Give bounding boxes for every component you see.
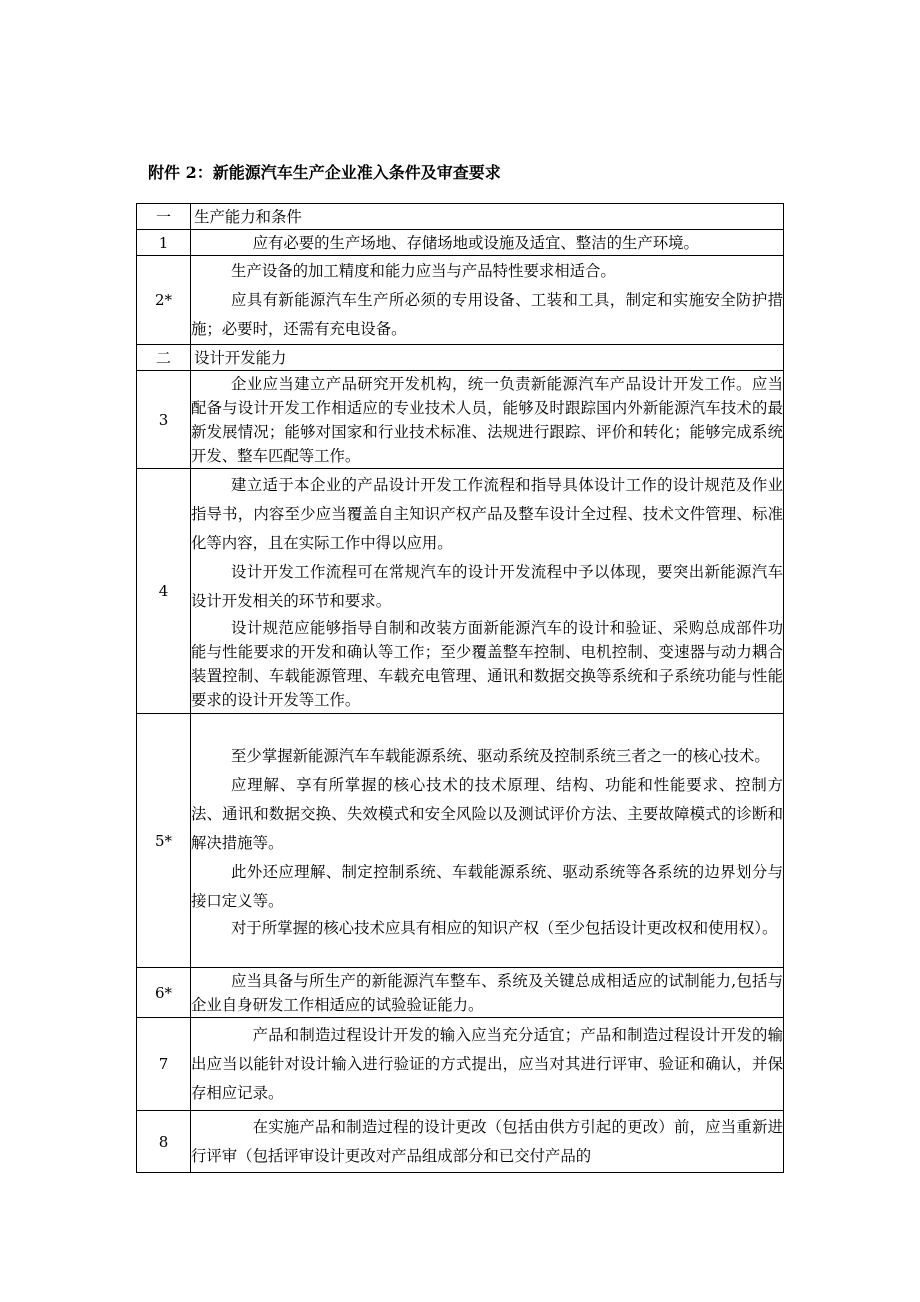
item-paragraph: 产品和制造过程设计开发的输入应当充分适宜；产品和制造过程设计开发的输出应当以能针对设计输入进行验证的方式提出，应当对其进行评审、验证和确认，并保存相应记录。 bbox=[191, 1025, 783, 1102]
item-paragraph: 企业应当建立产品研究开发机构，统一负责新能源汽车产品设计开发工作。应当配备与设计开发工作相适应的专业技术人员，能够及时跟踪国内外新能源汽车技术的最新发展情况；能够对国家和行业技术标准、法规进行跟踪、评价和转化；能够完成系统开发、整车匹配等工作。 bbox=[191, 374, 783, 465]
item-content bbox=[191, 256, 784, 345]
item-paragraph: 在实施产品和制造过程的设计更改（包括由供方引起的更改）前，应当重新进行评审（包括评审设计更改对产品组成部分和已交付产品的 bbox=[191, 1117, 783, 1165]
item-content bbox=[191, 371, 784, 469]
item-number: 8 bbox=[137, 1111, 191, 1173]
item-content bbox=[191, 230, 784, 256]
item-paragraph: 设计开发工作流程可在常规汽车的设计开发流程中予以体现，要突出新能源汽车设计开发相关的环节和要求。 bbox=[191, 562, 783, 610]
table-row bbox=[137, 230, 784, 256]
item-paragraph: 至少掌握新能源汽车车载能源系统、驱动系统及控制系统三者之一的核心技术。 bbox=[231, 746, 770, 765]
item-number: 5* bbox=[137, 714, 191, 968]
item-paragraph: 此外还应理解、制定控制系统、车载能源系统、驱动系统等各系统的边界划分与接口定义等。 bbox=[191, 862, 783, 910]
table-row bbox=[137, 371, 784, 469]
section-label: 设计开发能力 bbox=[191, 345, 784, 371]
item-content bbox=[191, 968, 784, 1018]
item-content bbox=[191, 1111, 784, 1173]
table-row bbox=[137, 968, 784, 1018]
item-paragraph: 应当具备与所生产的新能源汽车整车、系统及关键总成相适应的试制能力,包括与企业自身研发工作相适应的试验验证能力。 bbox=[191, 971, 783, 1014]
item-number: 2* bbox=[137, 256, 191, 345]
item-paragraph: 应具有新能源汽车生产所必须的专用设备、工装和工具，制定和实施安全防护措施；必要时，还需有充电设备。 bbox=[191, 290, 783, 338]
item-content bbox=[191, 1018, 784, 1111]
table-row bbox=[137, 1111, 784, 1173]
item-paragraph: 建立适于本企业的产品设计开发工作流程和指导具体设计工作的设计规范及作业指导书，内容至少应当覆盖自主知识产权产品及整车设计全过程、技术文件管理、标准化等内容，且在实际工作中得以应用。 bbox=[191, 475, 783, 552]
item-paragraph: 应有必要的生产场地、存储场地或设施及适宜、整洁的生产环境。 bbox=[252, 233, 699, 252]
table-row bbox=[137, 714, 784, 968]
item-number: 3 bbox=[137, 371, 191, 469]
item-paragraph: 应理解、享有所掌握的核心技术的技术原理、结构、功能和性能要求、控制方法、通讯和数据交换、失效模式和安全风险以及测试评价方法、主要故障模式的诊断和解决措施等。 bbox=[191, 775, 783, 852]
item-content bbox=[191, 469, 784, 714]
section-number: 一 bbox=[137, 204, 191, 230]
section-label: 生产能力和条件 bbox=[191, 204, 784, 230]
section-header-row bbox=[137, 345, 784, 371]
table-row bbox=[137, 1018, 784, 1111]
item-paragraph: 设计规范应能够指导自制和改装方面新能源汽车的设计和验证、采购总成部件功能与性能要求的开发和确认等工作；至少覆盖整车控制、电机控制、变速器与动力耦合装置控制、车载能源管理、车载充电管理、通讯和数据交换等系统和子系统功能与性能要求的设计开发等工作。 bbox=[191, 618, 783, 709]
item-number: 4 bbox=[137, 469, 191, 714]
table-row bbox=[137, 256, 784, 345]
section-number: 二 bbox=[137, 345, 191, 371]
item-paragraph: 对于所掌握的核心技术应具有相应的知识产权（至少包括设计更改权和使用权）。 bbox=[231, 918, 778, 937]
table-row bbox=[137, 469, 784, 714]
item-number: 1 bbox=[137, 230, 191, 256]
requirements-table bbox=[136, 203, 784, 1173]
item-paragraph: 生产设备的加工精度和能力应当与产品特性要求相适合。 bbox=[231, 261, 616, 280]
item-number: 7 bbox=[137, 1018, 191, 1111]
section-header-row bbox=[137, 204, 784, 230]
item-number: 6* bbox=[137, 968, 191, 1018]
document-title: 附件 2：新能源汽车生产企业准入条件及审查要求 bbox=[148, 163, 501, 182]
item-content bbox=[191, 714, 784, 968]
